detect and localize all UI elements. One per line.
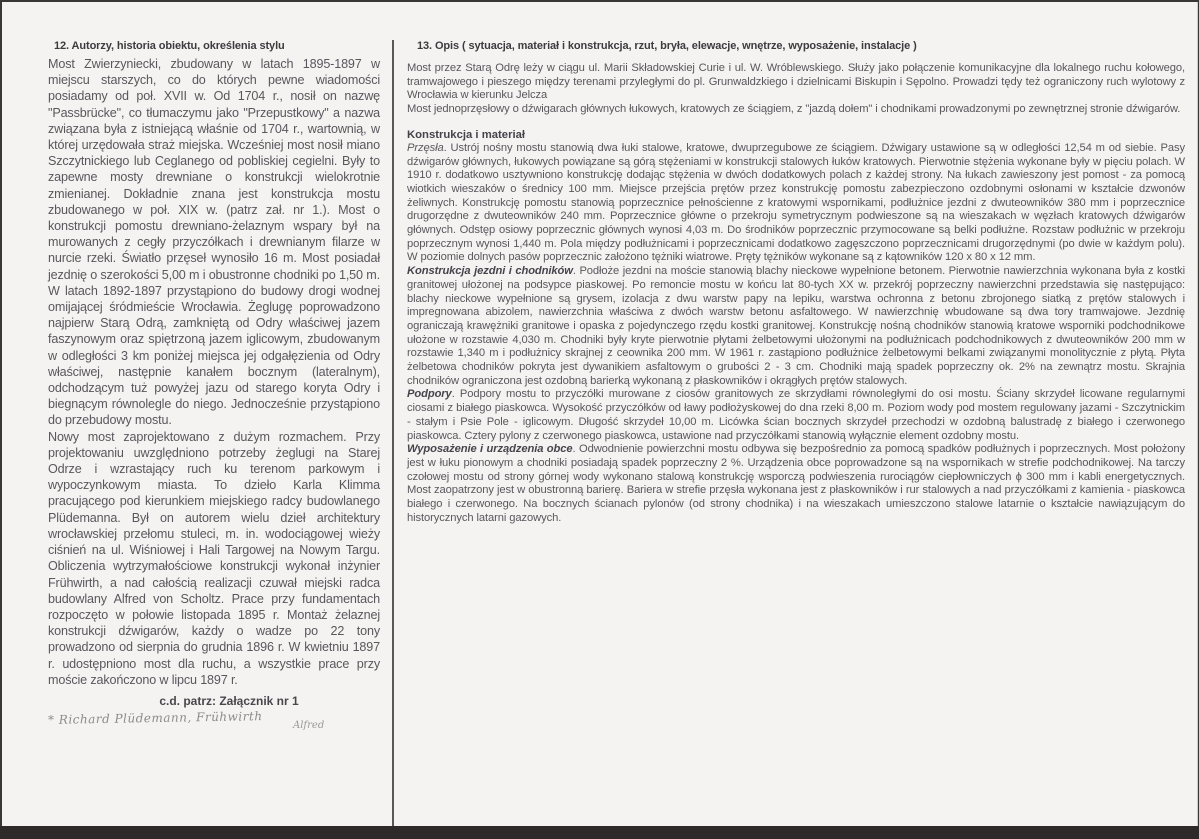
scan-background-edge (0, 826, 1199, 839)
subsection-lead: Podpory (407, 388, 452, 401)
subsection-lead: Wyposażenie i urządzenia obce (407, 443, 573, 456)
construction-material-title: Konstrukcja i materiał (407, 128, 526, 141)
column-divider (392, 40, 394, 826)
document-page (2, 2, 1198, 826)
subsection-supports (407, 388, 1185, 443)
handwritten-note: * Richard Plüdemann, Frühwirth (47, 709, 263, 727)
handwritten-note-2: Alfred (293, 719, 325, 731)
subsection-roadway (407, 265, 1185, 388)
subsection-text: . Ustrój nośny mostu stanowią dwa łuki stalowe, kratowe, dwuprzegubowe ze ściągiem. Dźwigary ustawione są w odległości 12,54 m od siebie. Pasy dźwigarów głównych, łukowych powiązane są górą stężeniami w konstrukcji stalowych łuków kratowych. Pierwotnie stężenia wykonane były w pięciu polach. W 1910 r. dodatkowo usztywniono konstrukcję dodając stężenia w dwóch dodatkowych polach z każdej strony. Na łukach zawieszony jest pomost - za pomocą wiotkich wieszaków o średnicy 100 mm. Miejsce przejścia prętów przez konstrukcję pomostu zabezpieczono ozdobnymi osłonami w kształcie dzwonów żeliwnych. Konstrukcję pomostu stanowią poprzecznice pełnościenne z kratowymi wspornikami, podłużnice jezdni z dwuteowników 380 mm i poprzecznice drugorzędne z dwuteowników 240 mm. Poprzecznice główne o przekroju symetrycznym podwieszone są na wieszakach w węzłach kratowych dźwigarów głównych. Odstęp osiowy poprzecznic głównych wynosi 4,03 m. Do środników poprzecznic przymocowane są belki podłużne. Rozstaw podłużnic w przekroju poprzecznym wynosi 1,440 m. Pola między podłużnicami i poprzecznicami dodatkowo zagęszczono poprzecznicami drugorzędnymi (po dwie w każdym polu). W poziomie dolnych pasów poprzecznic założono tężniki wiatrowe. Pręty tężników wykonane są z kątowników 120 x 80 x 12 mm. (407, 141, 1185, 264)
subsection-lead: Konstrukcja jezdni i chodników (407, 265, 573, 278)
subsection-lead: Przęsła (407, 141, 444, 154)
subsection-spans (407, 142, 1185, 265)
history-paragraph: Nowy most zaprojektowano z dużym rozmachem. Przy projektowaniu uwzględniono potrzeby żeglugi na Starej Odrze i wzrastający ruch ku terenom parkowym i wypoczynkowym miasta. To dzieło Karla Klimma pracującego pod kierunkiem miejskiego radcy budowlanego Plüdemanna. Był on autorem wielu dzieł architektury wrocławskiej przełomu stuleci, m. in. wodociągowej wieży ciśnień na ul. Wiśniowej i Hali Targowej na Nowym Targu. Obliczenia wytrzymałościowe konstrukcji wykonał inżynier Frühwirth, a nad całością realizacji czuwał miejski radca budowlany Alfred von Scholtz. Prace przy fundamentach rozpoczęto w połowie listopada 1895 r. Montaż żelaznej konstrukcji dźwigarów, każdy o wadze po 22 tony prowadzono od sierpnia do grudnia 1896 r. W kwietniu 1897 r. udostępniono most dla ruchu, a wszystkie prace przy moście zakończono w lipcu 1897 r. (48, 429, 380, 687)
subsection-text: . Podpory mostu to przyczółki murowane z ciosów granitowych ze skrzydłami równoległymi do osi mostu. Ściany skrzydeł licowane regularnymi ciosami z białego piaskowca. Wysokość przyczółków od ławy podłożyskowej do dna rzeki 8,00 m. Poziom wody pod mostem regulowany jazami - Szczytnickim - stałym i Psie Pole - iglicowym. Długość skrzydeł 10,00 m. Licówka ścian bocznych skrzydeł przechodzi w ozdobną balustradę z białego i czerwonego piaskowca. Cztery pylony z czerwonego piaskowca, ustawione nad przyczółkami stanowią wyłącznie element ozdobny mostu. (407, 388, 1185, 442)
section-13-heading: 13. Opis ( sytuacja, materiał i konstrukcja, rzut, bryła, elewacje, wnętrze, wyposażenie, instalacje ) (417, 40, 917, 52)
history-paragraph: Most Zwierzyniecki, zbudowany w latach 1895-1897 w miejscu starszych, co do których pewne wiadomości posiadamy od poł. XVII w. Od 1704 r., nosił on nazwę "Passbrücke", co tłumaczymu jako "Przepustkowy" a nazwa związana była z istniejącą właśnie od 1704 r., wartownią, w której urzędowała straż miejska. Wcześniej most nosił miano Szczytnickiego lub Ceglanego od pobliskiej cegielni. Były to zapewne mosty drewniane o konstrukcji wielokrotnie zmienianej. Dokładnie znana jest konstrukcja mostu zbudowanego w poł. XIX w. (patrz zał. nr 1.). Most o konstrukcji pomostu drewniano-żelaznym wspary był na murowanych z cegły przyczółkach i drewnianym filarze w nurcie rzeki. Światło przęseł wynosiło 16 m. Most posiadał jezdnię o szerokości 5,00 m i obustronne chodniki po 1,50 m. (48, 57, 380, 282)
subsection-text: . Odwodnienie powierzchni mostu odbywa się bezpośrednio za pomocą spadków podłużnych i poprzecznych. Most położony jest w łuku pionowym a chodniki posiadają spadek poprzeczny 2 %. Urządzenia obce poprowadzone są na wspornikach w strefie podchodnikowej. Na tarczy czołowej mostu od strony górnej wody wykonano stalową konstrukcję wsporczą podwieszenia rurociągów ciepłowniczych ϕ 300 mm i kabli energetycznych. Most zaopatrzony jest w obustronną barierę. Bariera w strefie przęsła wykonana jest z płaskowników i rur stalowych a nad przyczółkami z kamienia - piaskowca białego i czerwonego. Na bocznych ścianach pylonów (od strony chodnika) i na wieszakach umieszczono stalowe latarnie o kształcie nawiązującym do historycznych latarni gazowych. (407, 443, 1185, 524)
subsection-equipment (407, 443, 1185, 525)
section-13-description (407, 40, 1185, 526)
section-12-history (48, 40, 380, 731)
section-12-heading: 12. Autorzy, historia obiektu, określenia stylu (54, 40, 285, 52)
subsection-text: . Podłoże jezdni na moście stanowią blachy nieckowe wypełnione betonem. Pierwotnie nawierzchnia wykonana była z kostki granitowej ułożonej na podsypce piaskowej. Po remoncie mostu w końcu lat 80-tych XX w. przekrój poprzeczny nawierzchni przedstawia się następująco: blachy nieckowe wypełnione są grysem, izolacja z dwu warstw papy na lepiku, warstwa ochronna z betonu zbrojonego siatką z prętów stalowych i impregnowana abizolem, nawierzchnia właściwa z dwóch warstw betonu asfaltowego. W nawierzchnię wbudowane są dwa tory tramwajowe. Jezdnię ograniczają krawężniki granitowe i opaska z pojedynczego rzędu kostki granitowej. Konstrukcję nośną chodników stanowią kratowe wsporniki podchodnikowe ułożone w rozstawie 4,030 m. Chodniki były kryte pierwotnie płytami żelbetowymi ułożonymi na podłużnicach podchodnikowych z dwuteowników 200 mm w rozstawie 1,340 m i podłużnicy skrajnej z ceownika 200 mm. W 1961 r. zastąpiono podłużnice żelbetowymi belkami związanymi monolitycznie z płytą. Płyta żelbetowa chodników pokryta jest dywanikiem asfaltowym o grubości 2 - 3 cm. Chodniki mają spadek poprzeczny ok. 2% na zewnątrz mostu. Skrajnia chodników ograniczona jest ozdobną barierką wykonaną z płaskowników i okrągłych prętów stalowych. (407, 265, 1185, 387)
continuation-note: c.d. patrz: Załącznik nr 1 (159, 693, 299, 708)
intro-paragraph: Most jednoprzęsłowy o dźwigarach głównych łukowych, kratowych ze ściągiem, z "jazdą dołem" i chodnikami prowadzonymi po zewnętrznej stronie dźwigarów. (407, 103, 1181, 116)
intro-paragraph: Most przez Starą Odrę leży w ciągu ul. Marii Składowskiej Curie i ul. W. Wróblewskiego. Służy jako połączenie komunikacyjne dla lokalnego ruchu kołowego, tramwajowego i pieszego między terenami przyległymi do pl. Grunwaldzkiego i dzielnicami Biskupin i Sępolno. Prowadzi tędy też ograniczony ruch wylotowy z Wrocławia w kierunku Jelcza (407, 62, 1185, 102)
history-paragraph: W latach 1892-1897 przystąpiono do budowy drogi wodnej omijającej śródmieście Wrocławia. Żeglugę poprowadzono najpierw Starą Odrą, zamkniętą od Odry właściwej jazem faszynowym oraz spiętrzoną jazem iglicowym, zbudowanym w odległości 3 km poniżej miejsca jej odgałęzienia od Odry właściwej, następnie kanałem bocznym (lateralnym), odchodzącym tuż powyżej jazu od starego koryta Odry i biegnącym równolegle do niego. Jednocześnie przystąpiono do przebudowy mostu. (48, 283, 380, 428)
